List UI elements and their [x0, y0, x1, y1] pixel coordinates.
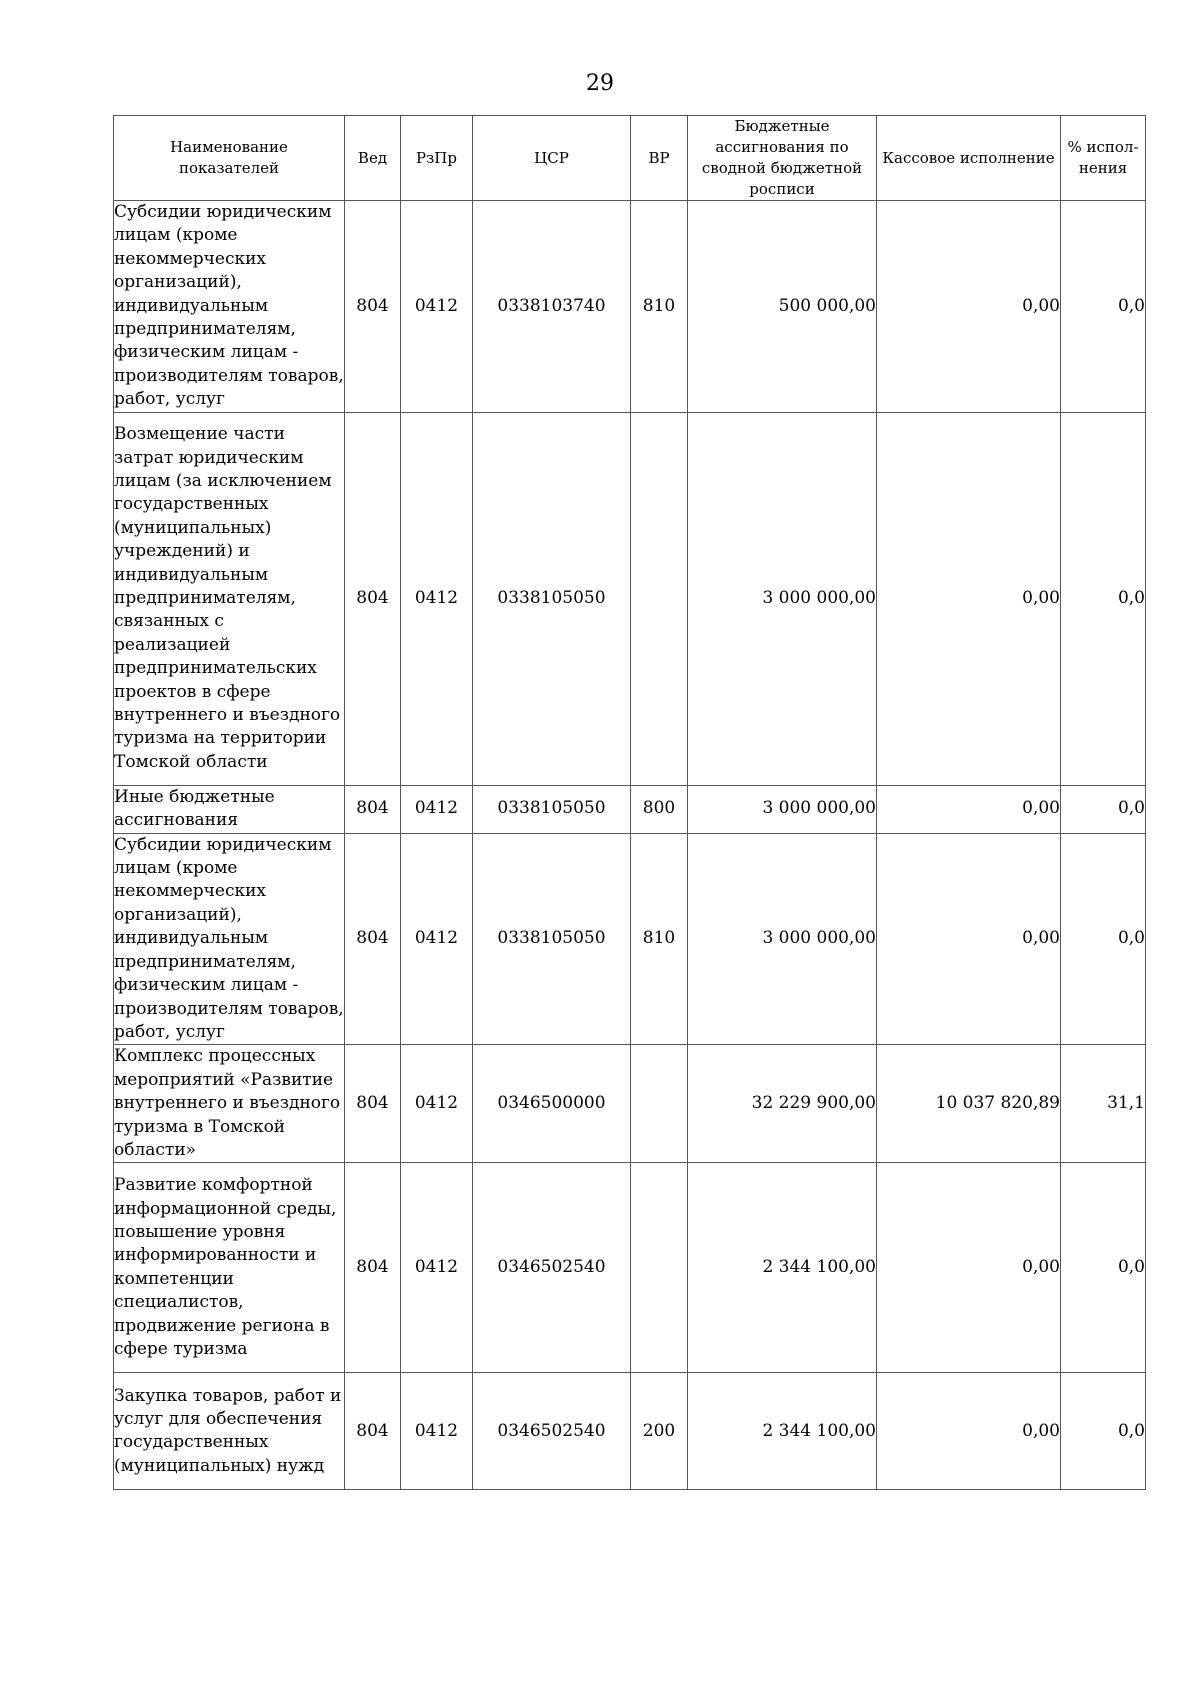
cash-execution-cell: 0,00: [877, 1373, 1061, 1490]
rzpr-cell: 0412: [401, 1373, 473, 1490]
csr-cell: 0346502540: [473, 1373, 631, 1490]
cash-execution-cell: 0,00: [877, 1163, 1061, 1373]
ved-cell: 804: [345, 1163, 401, 1373]
header-execution-percent: % испол-нения: [1061, 116, 1146, 201]
table-row: [114, 833, 1146, 1045]
execution-percent-cell: 0,0: [1061, 1373, 1146, 1490]
rzpr-cell: 0412: [401, 1045, 473, 1163]
indicator-name-cell: Возмещение части затрат юридическим лицам (за исключением государственных (муниципальных) учреждений) и индивидуальным предпринимателям, связанных с реализацией предпринимательских проектов в сфере внутреннего и въездного туризма на территории Томской области: [114, 412, 345, 785]
header-cash-execution: Кассовое исполнение: [877, 116, 1061, 201]
ved-cell: 804: [345, 412, 401, 785]
csr-cell: 0338105050: [473, 412, 631, 785]
vr-cell: [631, 1163, 688, 1373]
table-row: [114, 1163, 1146, 1373]
vr-cell: 200: [631, 1373, 688, 1490]
table-row: [114, 412, 1146, 785]
execution-percent-cell: 0,0: [1061, 201, 1146, 413]
csr-cell: 0338105050: [473, 833, 631, 1045]
page-number: 29: [586, 71, 614, 96]
csr-cell: 0338105050: [473, 785, 631, 833]
budget-allocation-cell: 32 229 900,00: [688, 1045, 877, 1163]
indicator-name-cell: Субсидии юридическим лицам (кроме некоммерческих организаций), индивидуальным предпринимателям, физическим лицам - производителям товаров, работ, услуг: [114, 201, 345, 413]
rzpr-cell: 0412: [401, 1163, 473, 1373]
cash-execution-cell: 0,00: [877, 785, 1061, 833]
ved-cell: 804: [345, 1373, 401, 1490]
indicator-name-cell: Субсидии юридическим лицам (кроме некоммерческих организаций), индивидуальным предпринимателям, физическим лицам - производителям товаров, работ, услуг: [114, 833, 345, 1045]
execution-percent-cell: 0,0: [1061, 785, 1146, 833]
vr-cell: 800: [631, 785, 688, 833]
rzpr-cell: 0412: [401, 785, 473, 833]
budget-execution-table: [113, 115, 1146, 1490]
csr-cell: 0346502540: [473, 1163, 631, 1373]
header-ved: Вед: [345, 116, 401, 201]
execution-percent-cell: 0,0: [1061, 833, 1146, 1045]
vr-cell: [631, 1045, 688, 1163]
execution-percent-cell: 0,0: [1061, 1163, 1146, 1373]
table-header-row: [114, 116, 1146, 201]
budget-allocation-cell: 3 000 000,00: [688, 833, 877, 1045]
csr-cell: 0338103740: [473, 201, 631, 413]
header-vr: ВР: [631, 116, 688, 201]
budget-allocation-cell: 500 000,00: [688, 201, 877, 413]
vr-cell: 810: [631, 201, 688, 413]
header-indicator-name: Наименование показателей: [114, 116, 345, 201]
cash-execution-cell: 0,00: [877, 201, 1061, 413]
cash-execution-cell: 10 037 820,89: [877, 1045, 1061, 1163]
budget-allocation-cell: 3 000 000,00: [688, 412, 877, 785]
csr-cell: 0346500000: [473, 1045, 631, 1163]
ved-cell: 804: [345, 201, 401, 413]
ved-cell: 804: [345, 833, 401, 1045]
indicator-name-cell: Комплекс процессных мероприятий «Развитие внутреннего и въездного туризма в Томской области»: [114, 1045, 345, 1163]
ved-cell: 804: [345, 785, 401, 833]
header-rzpr: РзПр: [401, 116, 473, 201]
header-csr: ЦСР: [473, 116, 631, 201]
table-row: [114, 1045, 1146, 1163]
vr-cell: 810: [631, 833, 688, 1045]
ved-cell: 804: [345, 1045, 401, 1163]
header-budget-allocations: Бюджетные ассигнования по сводной бюджетной росписи: [688, 116, 877, 201]
budget-allocation-cell: 3 000 000,00: [688, 785, 877, 833]
indicator-name-cell: Иные бюджетные ассигнования: [114, 785, 345, 833]
rzpr-cell: 0412: [401, 833, 473, 1045]
rzpr-cell: 0412: [401, 412, 473, 785]
budget-allocation-cell: 2 344 100,00: [688, 1163, 877, 1373]
table-row: [114, 1373, 1146, 1490]
table-row: [114, 785, 1146, 833]
indicator-name-cell: Развитие комфортной информационной среды, повышение уровня информированности и компетенции специалистов, продвижение региона в сфере туризма: [114, 1163, 345, 1373]
execution-percent-cell: 0,0: [1061, 412, 1146, 785]
table-row: [114, 201, 1146, 413]
indicator-name-cell: Закупка товаров, работ и услуг для обеспечения государственных (муниципальных) нужд: [114, 1373, 345, 1490]
cash-execution-cell: 0,00: [877, 833, 1061, 1045]
vr-cell: [631, 412, 688, 785]
budget-allocation-cell: 2 344 100,00: [688, 1373, 877, 1490]
execution-percent-cell: 31,1: [1061, 1045, 1146, 1163]
rzpr-cell: 0412: [401, 201, 473, 413]
cash-execution-cell: 0,00: [877, 412, 1061, 785]
